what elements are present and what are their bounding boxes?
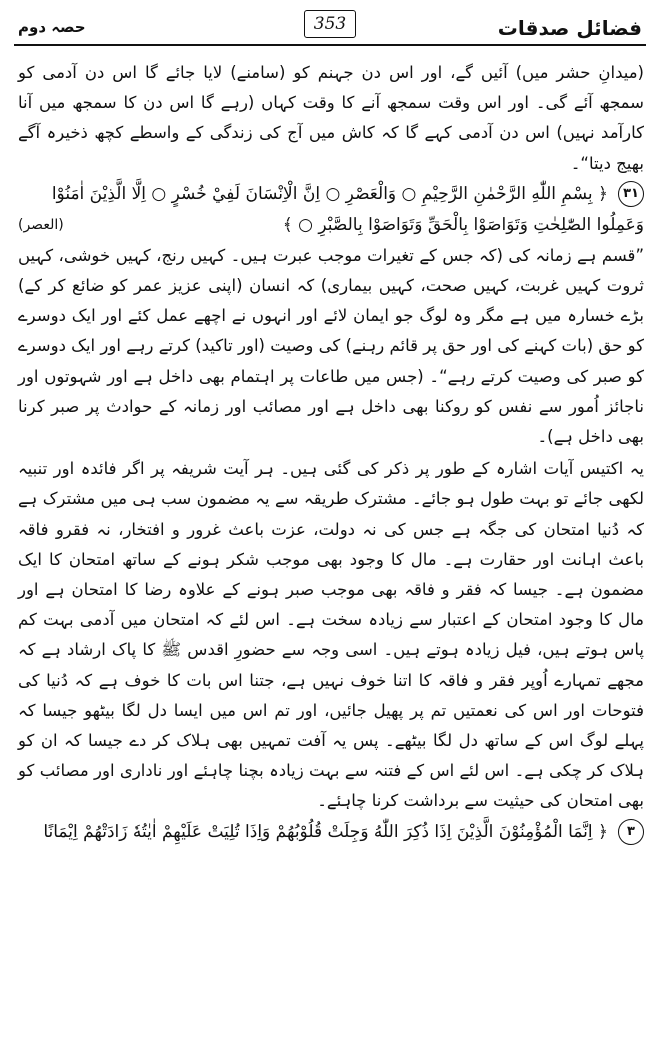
verse-31-arabic-line-1: ﴿ بِسْمِ اللّٰهِ الرَّحْمٰنِ الرَّحِيْمِ ○ وَالْعَصْرِ ○ اِنَّ الْاِنْسَانَ لَفِيْ خُسْرٍ ○ اِلَّا الَّذِيْنَ اٰمَنُوْا bbox=[51, 183, 608, 204]
page-header bbox=[14, 6, 646, 46]
verse-31-block bbox=[18, 179, 644, 210]
page-number: 353 bbox=[304, 10, 356, 38]
verse-3-block bbox=[18, 817, 644, 848]
page-body bbox=[18, 58, 644, 848]
verse-31-arabic-line-2: وَعَمِلُوا الصّٰلِحٰتِ وَتَوَاصَوْا بِالْحَقِّ وَتَوَاصَوْا بِالصَّبْرِ ○ ﴾ bbox=[282, 214, 644, 235]
verse-3-number: ۳ bbox=[618, 819, 644, 845]
part-label: حصہ دوم bbox=[18, 18, 86, 36]
book-title: فضائل صدقات bbox=[497, 16, 642, 40]
commentary-paragraph: یہ اکتیس آیات اشارہ کے طور پر ذکر کی گئی ہیں۔ ہر آیت شریفہ پر اگر فائدہ اور تنبیہ لکھی جائے تو بہت طول ہو جائے۔ مشترک طریقہ سے یہ مضمون سب ہی میں مشترک ہے کہ دُنیا امتحان کی جگہ ہے جس کی نہ دولت، عزت باعث غرور و افتخار، نہ فقرو فاقہ باعث اہانت اور حقارت ہے۔ مال کا وجود بھی موجب شکر ہونے کے ساتھ امتحان کا ایک مضمون ہے۔ جیسا کہ فقر و فاقہ بھی موجب صبر ہونے کے علاوہ رضا کا امتحان ہے اور مال کا وجود امتحان کے اعتبار سے زیادہ سخت ہے۔ اس لئے کہ امتحان میں آدمی بہت کم پاس ہوتے ہیں، فیل زیادہ ہوتے ہیں۔ اسی وجہ سے حضورِ اقدس ﷺ کا پاک ارشاد ہے کہ مجھے تمہارے اُوپر فقر و فاقہ کا اتنا خوف نہیں ہے، جتنا اس بات کا خوف ہے کہ دُنیا کی فتوحات اور اس کی نعمتیں تم پر پھیل جائیں، اور تم اس میں ایسا دل لگا بیٹھو جیسا کہ پہلے لوگ اس کے ساتھ دل لگا بیٹھے۔ پس یہ آفت تمہیں بھی ہلاک کر دے جیسا کہ ان کو ہلاک کر چکی ہے۔ اس لئے اس کے فتنہ سے بہت زیادہ بچنا چاہئے اور ناداری اور مصائب کو بھی امتحان کی حیثیت سے برداشت کرنا چاہئے۔ bbox=[18, 459, 644, 811]
verse-31-reference: (العصر) bbox=[18, 216, 64, 233]
verse-31-line-2 bbox=[18, 210, 644, 241]
intro-paragraph: (میدانِ حشر میں) آئیں گے، اور اس دن جہنم کو (سامنے) لایا جائے گا اس دن آدمی کو سمجھ آئے گی۔ اور اس وقت سمجھ آنے کا وقت کہاں (رہے گا اس دن کا سمجھ میں آنا کارآمد نہیں) اس دن آدمی کہے گا کہ کاش میں آج کی زندگی کے واسطے کچھ ذخیرہ آگے بھیج دیتا“۔ bbox=[18, 63, 644, 173]
verse-3-arabic: ﴿ اِنَّمَا الْمُؤْمِنُوْنَ الَّذِيْنَ اِذَا ذُكِرَ اللّٰهُ وَجِلَتْ قُلُوْبُهُمْ وَاِذَا تُلِيَتْ عَلَيْهِمْ اٰيٰتُهٗ زَادَتْهُمْ اِيْمَانًا bbox=[43, 821, 608, 842]
verse-31-number: ۳۱ bbox=[618, 181, 644, 207]
verse-31-translation: ”قسم ہے زمانہ کی (کہ جس کے تغیرات موجب عبرت ہیں۔ کہیں رنج، کہیں خوشی، کہیں ثروت کہیں غربت، کہیں صحت، کہیں بیماری) کہ انسان (اپنی عزیز عمر کو ضائع کر کے) بڑے خسارہ میں ہے مگر وہ لوگ جو ایمان لائے اور انہوں نے اچھے عمل کئے اور ایک دوسرے کو حق (بات کہنے کی اور حق پر قائم رہنے) کی وصیت (اور تاکید) کرتے رہے اور ایک دوسرے کو صبر کی وصیت کرتے رہے“۔ (جس میں طاعات پر اہتمام بھی داخل ہے اور شہوتوں اور ناجائز اُمور سے نفس کو روکنا بھی داخل ہے اور مصائب اور زمانہ کے حوادث پر صبر کرنا بھی داخل ہے)۔ bbox=[18, 245, 644, 447]
header-rule bbox=[14, 44, 646, 46]
